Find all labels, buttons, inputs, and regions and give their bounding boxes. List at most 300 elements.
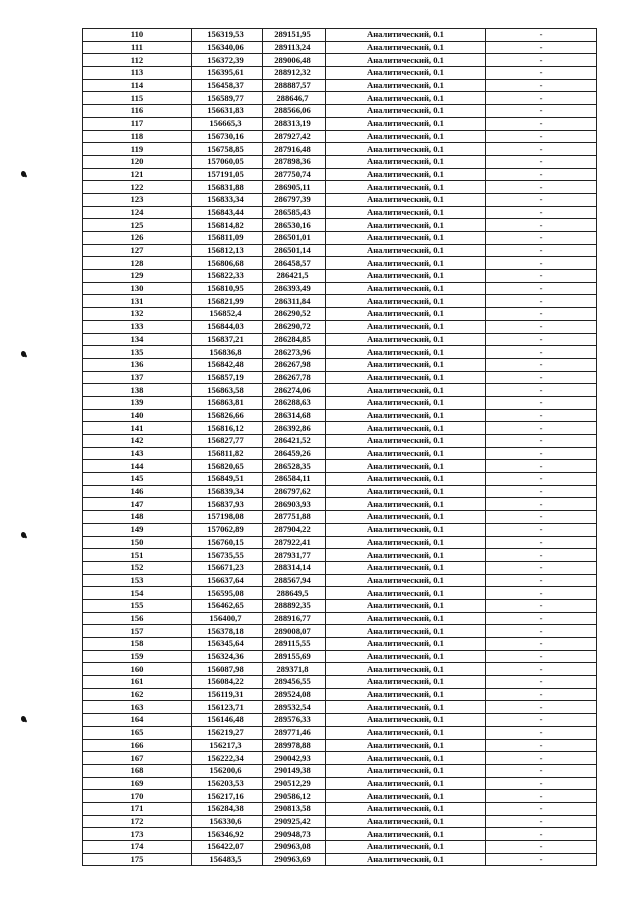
- x-coordinate-cell: 156219,27: [192, 726, 263, 739]
- x-coordinate-cell: 156821,99: [192, 295, 263, 308]
- table-row: [83, 587, 597, 600]
- note-cell: -: [486, 599, 597, 612]
- x-coordinate-cell: 157062,89: [192, 523, 263, 536]
- punch-hole-mark: [20, 531, 27, 538]
- y-coordinate-cell: 286501,01: [263, 232, 326, 245]
- note-cell: -: [486, 777, 597, 790]
- method-cell: Аналитический, 0.1: [326, 219, 486, 232]
- note-cell: -: [486, 625, 597, 638]
- method-cell: Аналитический, 0.1: [326, 676, 486, 689]
- note-cell: -: [486, 841, 597, 854]
- method-cell: Аналитический, 0.1: [326, 130, 486, 143]
- x-coordinate-cell: 156837,21: [192, 333, 263, 346]
- y-coordinate-cell: 287904,22: [263, 523, 326, 536]
- table-row: [83, 523, 597, 536]
- method-cell: Аналитический, 0.1: [326, 815, 486, 828]
- method-cell: Аналитический, 0.1: [326, 346, 486, 359]
- note-cell: -: [486, 511, 597, 524]
- note-cell: -: [486, 688, 597, 701]
- point-number-cell: 151: [83, 549, 192, 562]
- x-coordinate-cell: 156395,61: [192, 67, 263, 80]
- y-coordinate-cell: 286290,52: [263, 308, 326, 321]
- point-number-cell: 150: [83, 536, 192, 549]
- x-coordinate-cell: 156330,6: [192, 815, 263, 828]
- note-cell: -: [486, 409, 597, 422]
- y-coordinate-cell: 290963,69: [263, 853, 326, 866]
- method-cell: Аналитический, 0.1: [326, 688, 486, 701]
- method-cell: Аналитический, 0.1: [326, 485, 486, 498]
- table-row: [83, 612, 597, 625]
- y-coordinate-cell: 289113,24: [263, 41, 326, 54]
- point-number-cell: 142: [83, 435, 192, 448]
- x-coordinate-cell: 156730,16: [192, 130, 263, 143]
- method-cell: Аналитический, 0.1: [326, 612, 486, 625]
- table-row: [83, 384, 597, 397]
- method-cell: Аналитический, 0.1: [326, 41, 486, 54]
- note-cell: -: [486, 561, 597, 574]
- method-cell: Аналитический, 0.1: [326, 650, 486, 663]
- note-cell: -: [486, 802, 597, 815]
- y-coordinate-cell: 286273,96: [263, 346, 326, 359]
- coordinates-table: [82, 28, 597, 866]
- point-number-cell: 127: [83, 244, 192, 257]
- point-number-cell: 140: [83, 409, 192, 422]
- punch-hole-mark: [20, 715, 27, 722]
- y-coordinate-cell: 289771,46: [263, 726, 326, 739]
- point-number-cell: 119: [83, 143, 192, 156]
- method-cell: Аналитический, 0.1: [326, 282, 486, 295]
- y-coordinate-cell: 286530,16: [263, 219, 326, 232]
- note-cell: -: [486, 612, 597, 625]
- note-cell: -: [486, 714, 597, 727]
- y-coordinate-cell: 288314,14: [263, 561, 326, 574]
- point-number-cell: 138: [83, 384, 192, 397]
- table-row: [83, 473, 597, 486]
- x-coordinate-cell: 156665,3: [192, 117, 263, 130]
- point-number-cell: 136: [83, 358, 192, 371]
- note-cell: -: [486, 853, 597, 866]
- x-coordinate-cell: 157191,05: [192, 168, 263, 181]
- note-cell: -: [486, 485, 597, 498]
- note-cell: -: [486, 790, 597, 803]
- note-cell: -: [486, 396, 597, 409]
- x-coordinate-cell: 156217,16: [192, 790, 263, 803]
- point-number-cell: 146: [83, 485, 192, 498]
- coordinates-table-body: [83, 29, 597, 866]
- note-cell: -: [486, 117, 597, 130]
- point-number-cell: 129: [83, 270, 192, 283]
- point-number-cell: 166: [83, 739, 192, 752]
- x-coordinate-cell: 156345,64: [192, 638, 263, 651]
- x-coordinate-cell: 156760,15: [192, 536, 263, 549]
- x-coordinate-cell: 156863,58: [192, 384, 263, 397]
- y-coordinate-cell: 286797,62: [263, 485, 326, 498]
- note-cell: -: [486, 29, 597, 42]
- note-cell: -: [486, 638, 597, 651]
- table-row: [83, 853, 597, 866]
- note-cell: -: [486, 206, 597, 219]
- x-coordinate-cell: 156810,95: [192, 282, 263, 295]
- note-cell: -: [486, 828, 597, 841]
- method-cell: Аналитический, 0.1: [326, 270, 486, 283]
- table-row: [83, 105, 597, 118]
- x-coordinate-cell: 156837,93: [192, 498, 263, 511]
- table-row: [83, 346, 597, 359]
- table-row: [83, 790, 597, 803]
- method-cell: Аналитический, 0.1: [326, 168, 486, 181]
- table-row: [83, 739, 597, 752]
- table-row: [83, 257, 597, 270]
- method-cell: Аналитический, 0.1: [326, 67, 486, 80]
- table-row: [83, 371, 597, 384]
- method-cell: Аналитический, 0.1: [326, 206, 486, 219]
- method-cell: Аналитический, 0.1: [326, 841, 486, 854]
- method-cell: Аналитический, 0.1: [326, 447, 486, 460]
- method-cell: Аналитический, 0.1: [326, 257, 486, 270]
- x-coordinate-cell: 156842,48: [192, 358, 263, 371]
- y-coordinate-cell: 288649,5: [263, 587, 326, 600]
- method-cell: Аналитический, 0.1: [326, 587, 486, 600]
- point-number-cell: 156: [83, 612, 192, 625]
- x-coordinate-cell: 156084,22: [192, 676, 263, 689]
- table-row: [83, 41, 597, 54]
- y-coordinate-cell: 286421,5: [263, 270, 326, 283]
- x-coordinate-cell: 156203,53: [192, 777, 263, 790]
- y-coordinate-cell: 288916,77: [263, 612, 326, 625]
- point-number-cell: 139: [83, 396, 192, 409]
- x-coordinate-cell: 157060,05: [192, 155, 263, 168]
- table-row: [83, 460, 597, 473]
- table-row: [83, 396, 597, 409]
- y-coordinate-cell: 289456,55: [263, 676, 326, 689]
- y-coordinate-cell: 286501,14: [263, 244, 326, 257]
- method-cell: Аналитический, 0.1: [326, 625, 486, 638]
- x-coordinate-cell: 156806,68: [192, 257, 263, 270]
- x-coordinate-cell: 156827,77: [192, 435, 263, 448]
- y-coordinate-cell: 286458,57: [263, 257, 326, 270]
- point-number-cell: 170: [83, 790, 192, 803]
- point-number-cell: 169: [83, 777, 192, 790]
- note-cell: -: [486, 371, 597, 384]
- x-coordinate-cell: 156458,37: [192, 79, 263, 92]
- method-cell: Аналитический, 0.1: [326, 599, 486, 612]
- x-coordinate-cell: 156811,09: [192, 232, 263, 245]
- table-row: [83, 676, 597, 689]
- y-coordinate-cell: 289006,48: [263, 54, 326, 67]
- x-coordinate-cell: 156822,33: [192, 270, 263, 283]
- x-coordinate-cell: 156284,38: [192, 802, 263, 815]
- y-coordinate-cell: 286903,93: [263, 498, 326, 511]
- table-row: [83, 409, 597, 422]
- y-coordinate-cell: 286284,85: [263, 333, 326, 346]
- y-coordinate-cell: 286274,06: [263, 384, 326, 397]
- method-cell: Аналитический, 0.1: [326, 193, 486, 206]
- method-cell: Аналитический, 0.1: [326, 409, 486, 422]
- y-coordinate-cell: 286584,11: [263, 473, 326, 486]
- note-cell: -: [486, 523, 597, 536]
- x-coordinate-cell: 156319,53: [192, 29, 263, 42]
- y-coordinate-cell: 289115,55: [263, 638, 326, 651]
- note-cell: -: [486, 54, 597, 67]
- point-number-cell: 168: [83, 764, 192, 777]
- x-coordinate-cell: 156811,82: [192, 447, 263, 460]
- method-cell: Аналитический, 0.1: [326, 371, 486, 384]
- x-coordinate-cell: 156200,6: [192, 764, 263, 777]
- x-coordinate-cell: 156119,31: [192, 688, 263, 701]
- note-cell: -: [486, 460, 597, 473]
- note-cell: -: [486, 181, 597, 194]
- table-row: [83, 130, 597, 143]
- note-cell: -: [486, 663, 597, 676]
- note-cell: -: [486, 435, 597, 448]
- y-coordinate-cell: 288892,35: [263, 599, 326, 612]
- method-cell: Аналитический, 0.1: [326, 308, 486, 321]
- x-coordinate-cell: 156843,44: [192, 206, 263, 219]
- note-cell: -: [486, 105, 597, 118]
- table-row: [83, 625, 597, 638]
- method-cell: Аналитический, 0.1: [326, 701, 486, 714]
- point-number-cell: 120: [83, 155, 192, 168]
- x-coordinate-cell: 156087,98: [192, 663, 263, 676]
- point-number-cell: 152: [83, 561, 192, 574]
- note-cell: -: [486, 168, 597, 181]
- point-number-cell: 161: [83, 676, 192, 689]
- table-row: [83, 714, 597, 727]
- point-number-cell: 117: [83, 117, 192, 130]
- point-number-cell: 110: [83, 29, 192, 42]
- note-cell: -: [486, 752, 597, 765]
- method-cell: Аналитический, 0.1: [326, 739, 486, 752]
- note-cell: -: [486, 130, 597, 143]
- table-row: [83, 511, 597, 524]
- table-row: [83, 143, 597, 156]
- note-cell: -: [486, 726, 597, 739]
- table-row: [83, 663, 597, 676]
- x-coordinate-cell: 156758,85: [192, 143, 263, 156]
- table-row: [83, 638, 597, 651]
- method-cell: Аналитический, 0.1: [326, 92, 486, 105]
- method-cell: Аналитический, 0.1: [326, 54, 486, 67]
- method-cell: Аналитический, 0.1: [326, 320, 486, 333]
- x-coordinate-cell: 156816,12: [192, 422, 263, 435]
- point-number-cell: 124: [83, 206, 192, 219]
- method-cell: Аналитический, 0.1: [326, 802, 486, 815]
- point-number-cell: 162: [83, 688, 192, 701]
- method-cell: Аналитический, 0.1: [326, 232, 486, 245]
- method-cell: Аналитический, 0.1: [326, 853, 486, 866]
- y-coordinate-cell: 286421,52: [263, 435, 326, 448]
- method-cell: Аналитический, 0.1: [326, 435, 486, 448]
- y-coordinate-cell: 287898,36: [263, 155, 326, 168]
- y-coordinate-cell: 286288,63: [263, 396, 326, 409]
- method-cell: Аналитический, 0.1: [326, 181, 486, 194]
- y-coordinate-cell: 289532,54: [263, 701, 326, 714]
- note-cell: -: [486, 498, 597, 511]
- method-cell: Аналитический, 0.1: [326, 523, 486, 536]
- x-coordinate-cell: 156637,64: [192, 574, 263, 587]
- point-number-cell: 171: [83, 802, 192, 815]
- x-coordinate-cell: 156378,18: [192, 625, 263, 638]
- point-number-cell: 149: [83, 523, 192, 536]
- x-coordinate-cell: 156814,82: [192, 219, 263, 232]
- table-row: [83, 815, 597, 828]
- point-number-cell: 133: [83, 320, 192, 333]
- note-cell: -: [486, 473, 597, 486]
- note-cell: -: [486, 549, 597, 562]
- note-cell: -: [486, 308, 597, 321]
- table-row: [83, 320, 597, 333]
- table-row: [83, 79, 597, 92]
- method-cell: Аналитический, 0.1: [326, 752, 486, 765]
- x-coordinate-cell: 156820,65: [192, 460, 263, 473]
- method-cell: Аналитический, 0.1: [326, 384, 486, 397]
- y-coordinate-cell: 286393,49: [263, 282, 326, 295]
- point-number-cell: 113: [83, 67, 192, 80]
- point-number-cell: 126: [83, 232, 192, 245]
- point-number-cell: 153: [83, 574, 192, 587]
- note-cell: -: [486, 384, 597, 397]
- method-cell: Аналитический, 0.1: [326, 295, 486, 308]
- method-cell: Аналитический, 0.1: [326, 726, 486, 739]
- x-coordinate-cell: 156812,13: [192, 244, 263, 257]
- note-cell: -: [486, 574, 597, 587]
- note-cell: -: [486, 739, 597, 752]
- y-coordinate-cell: 286797,39: [263, 193, 326, 206]
- x-coordinate-cell: 156857,19: [192, 371, 263, 384]
- x-coordinate-cell: 156833,34: [192, 193, 263, 206]
- y-coordinate-cell: 290813,58: [263, 802, 326, 815]
- note-cell: -: [486, 244, 597, 257]
- point-number-cell: 172: [83, 815, 192, 828]
- table-row: [83, 764, 597, 777]
- note-cell: -: [486, 79, 597, 92]
- x-coordinate-cell: 156123,71: [192, 701, 263, 714]
- x-coordinate-cell: 156324,36: [192, 650, 263, 663]
- point-number-cell: 116: [83, 105, 192, 118]
- method-cell: Аналитический, 0.1: [326, 143, 486, 156]
- punch-hole-mark: [20, 350, 27, 357]
- point-number-cell: 160: [83, 663, 192, 676]
- table-row: [83, 193, 597, 206]
- y-coordinate-cell: 289978,88: [263, 739, 326, 752]
- table-row: [83, 67, 597, 80]
- point-number-cell: 174: [83, 841, 192, 854]
- y-coordinate-cell: 290149,38: [263, 764, 326, 777]
- y-coordinate-cell: 290963,08: [263, 841, 326, 854]
- x-coordinate-cell: 156631,83: [192, 105, 263, 118]
- table-row: [83, 308, 597, 321]
- y-coordinate-cell: 290586,12: [263, 790, 326, 803]
- y-coordinate-cell: 290042,93: [263, 752, 326, 765]
- y-coordinate-cell: 286314,68: [263, 409, 326, 422]
- point-number-cell: 137: [83, 371, 192, 384]
- table-row: [83, 206, 597, 219]
- x-coordinate-cell: 156671,23: [192, 561, 263, 574]
- point-number-cell: 134: [83, 333, 192, 346]
- y-coordinate-cell: 286528,35: [263, 460, 326, 473]
- y-coordinate-cell: 286459,26: [263, 447, 326, 460]
- note-cell: -: [486, 333, 597, 346]
- table-row: [83, 181, 597, 194]
- y-coordinate-cell: 287916,48: [263, 143, 326, 156]
- y-coordinate-cell: 287750,74: [263, 168, 326, 181]
- point-number-cell: 163: [83, 701, 192, 714]
- y-coordinate-cell: 287927,42: [263, 130, 326, 143]
- method-cell: Аналитический, 0.1: [326, 460, 486, 473]
- note-cell: -: [486, 536, 597, 549]
- x-coordinate-cell: 156863,81: [192, 396, 263, 409]
- note-cell: -: [486, 815, 597, 828]
- note-cell: -: [486, 422, 597, 435]
- y-coordinate-cell: 286267,98: [263, 358, 326, 371]
- table-row: [83, 828, 597, 841]
- point-number-cell: 135: [83, 346, 192, 359]
- y-coordinate-cell: 288313,19: [263, 117, 326, 130]
- note-cell: -: [486, 587, 597, 600]
- table-row: [83, 295, 597, 308]
- x-coordinate-cell: 156462,65: [192, 599, 263, 612]
- y-coordinate-cell: 289008,07: [263, 625, 326, 638]
- table-row: [83, 282, 597, 295]
- x-coordinate-cell: 157198,08: [192, 511, 263, 524]
- y-coordinate-cell: 290948,73: [263, 828, 326, 841]
- method-cell: Аналитический, 0.1: [326, 473, 486, 486]
- note-cell: -: [486, 320, 597, 333]
- y-coordinate-cell: 288567,94: [263, 574, 326, 587]
- method-cell: Аналитический, 0.1: [326, 828, 486, 841]
- note-cell: -: [486, 219, 597, 232]
- method-cell: Аналитический, 0.1: [326, 498, 486, 511]
- y-coordinate-cell: 288646,7: [263, 92, 326, 105]
- point-number-cell: 167: [83, 752, 192, 765]
- point-number-cell: 164: [83, 714, 192, 727]
- x-coordinate-cell: 156146,48: [192, 714, 263, 727]
- x-coordinate-cell: 156372,39: [192, 54, 263, 67]
- point-number-cell: 131: [83, 295, 192, 308]
- point-number-cell: 118: [83, 130, 192, 143]
- point-number-cell: 112: [83, 54, 192, 67]
- point-number-cell: 147: [83, 498, 192, 511]
- table-row: [83, 485, 597, 498]
- x-coordinate-cell: 156422,07: [192, 841, 263, 854]
- point-number-cell: 155: [83, 599, 192, 612]
- point-number-cell: 122: [83, 181, 192, 194]
- y-coordinate-cell: 286905,11: [263, 181, 326, 194]
- method-cell: Аналитический, 0.1: [326, 333, 486, 346]
- table-row: [83, 561, 597, 574]
- point-number-cell: 111: [83, 41, 192, 54]
- y-coordinate-cell: 288912,32: [263, 67, 326, 80]
- point-number-cell: 143: [83, 447, 192, 460]
- table-row: [83, 726, 597, 739]
- method-cell: Аналитический, 0.1: [326, 155, 486, 168]
- point-number-cell: 121: [83, 168, 192, 181]
- method-cell: Аналитический, 0.1: [326, 561, 486, 574]
- note-cell: -: [486, 232, 597, 245]
- point-number-cell: 159: [83, 650, 192, 663]
- note-cell: -: [486, 346, 597, 359]
- note-cell: -: [486, 282, 597, 295]
- table-row: [83, 802, 597, 815]
- x-coordinate-cell: 156831,88: [192, 181, 263, 194]
- x-coordinate-cell: 156839,34: [192, 485, 263, 498]
- note-cell: -: [486, 92, 597, 105]
- x-coordinate-cell: 156849,51: [192, 473, 263, 486]
- x-coordinate-cell: 156595,08: [192, 587, 263, 600]
- y-coordinate-cell: 286290,72: [263, 320, 326, 333]
- x-coordinate-cell: 156400,7: [192, 612, 263, 625]
- table-row: [83, 29, 597, 42]
